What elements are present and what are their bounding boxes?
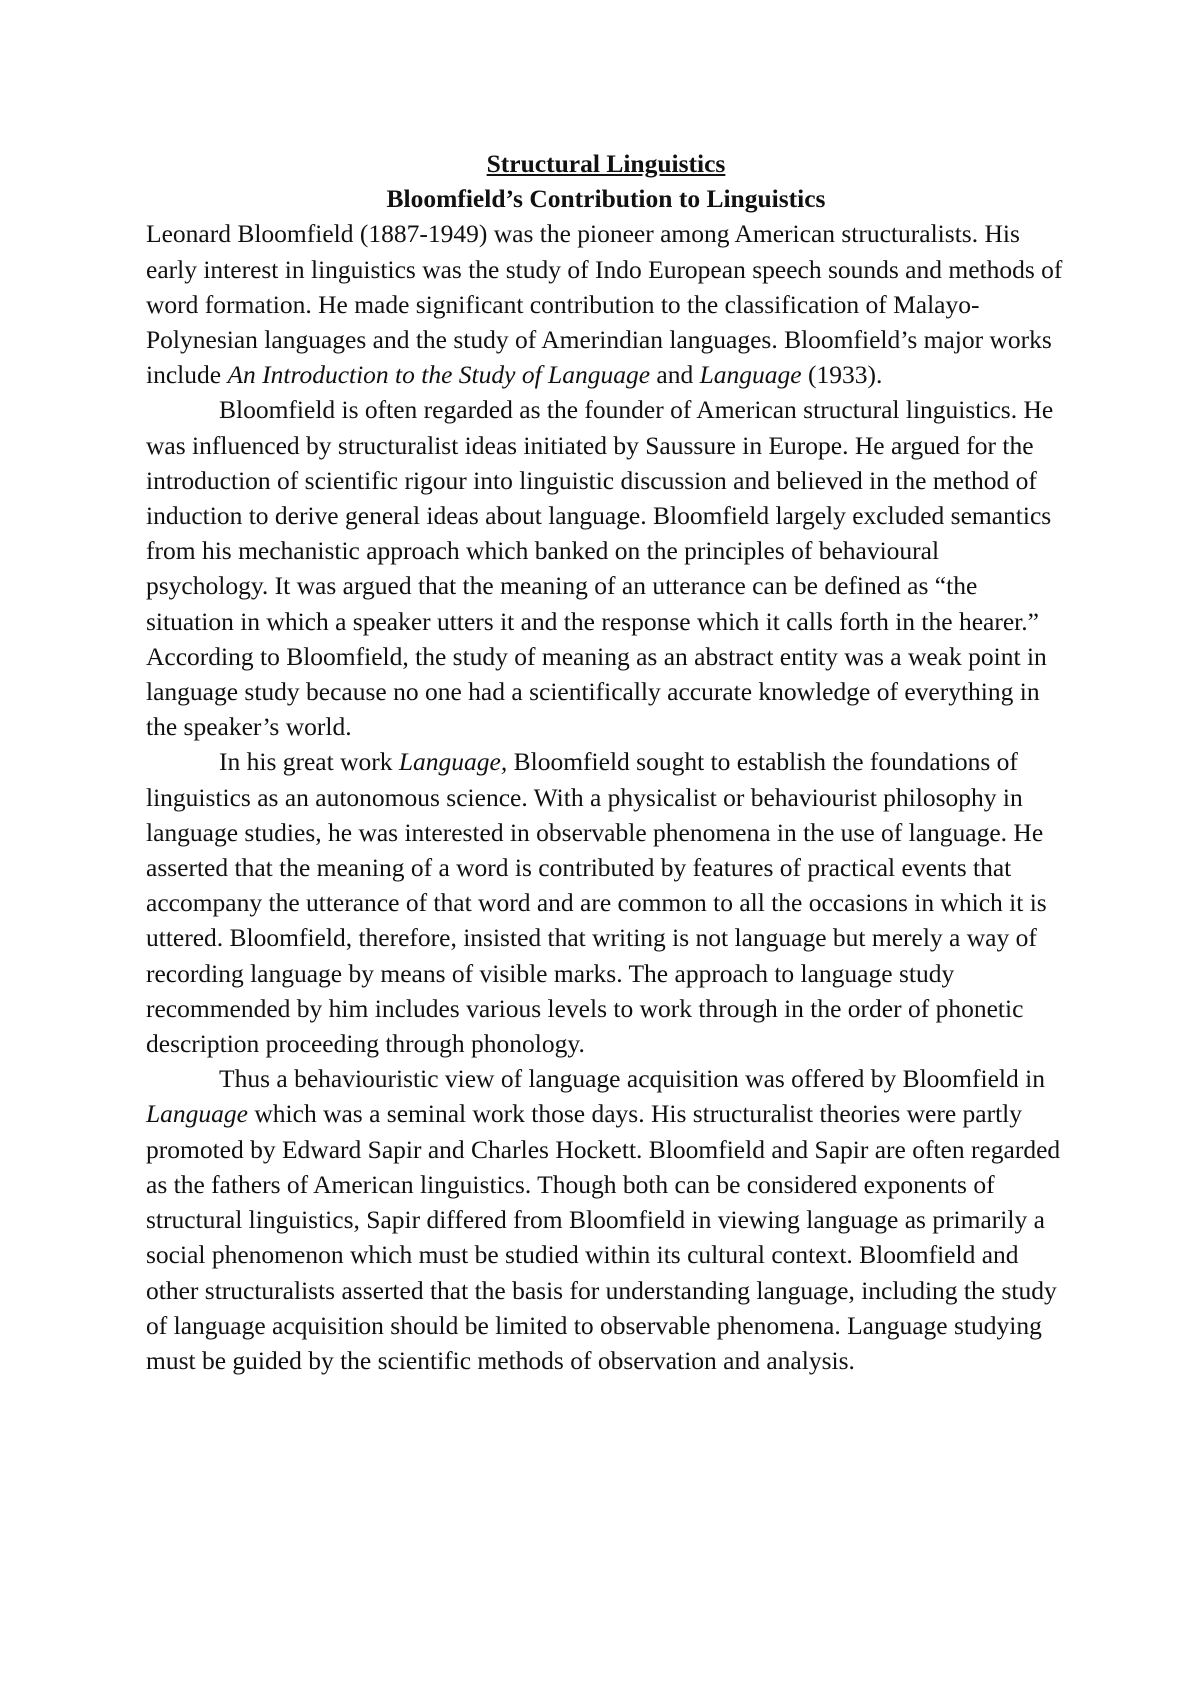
work-title-language: Language (146, 1099, 248, 1129)
paragraph-4 (146, 1061, 1066, 1378)
document-subtitle: Bloomfield’s Contribution to Linguistics (386, 184, 826, 214)
paragraph-1-text-b: and (650, 360, 700, 390)
document-title: Structural Linguistics (486, 149, 726, 178)
paragraph-2: Bloomfield is often regarded as the founder of American structural linguistics. He was influenced by structuralist ideas initiated by Saussure in Europe. He argued for the introduction of scientific rigour into linguistic discussion and believed in the method of induction to derive general ideas about language. Bloomfield largely excluded semantics from his mechanistic approach which banked on the principles of behavioural psychology. It was argued that the meaning of an utterance can be defined as “the situation in which a speaker utters it and the response which it calls forth in the hearer.” According to Bloomfield, the study of meaning as an abstract entity was a weak point in language study because no one had a scientifically accurate knowledge of everything in the speaker’s world. (146, 395, 1054, 742)
paragraph-3 (146, 744, 1066, 1061)
paragraph-4-text-b: which was a seminal work those days. His structuralist theories were partly promoted by Edward Sapir and Charles Hockett. Bloomfield and Sapir are often regarded as the fathers of American linguistics. Though both can be considered exponents of structural linguistics, Sapir differed from Bloomfield in viewing language as primarily a social phenomenon which must be studied within its cultural context. Bloomfield and other structuralists asserted that the basis for understanding language, including the study of language acquisition should be limited to observable phenomena. Language studying must be guided by the scientific methods of observation and analysis. (146, 1099, 1061, 1375)
paragraph-4-text-a: Thus a behaviouristic view of language acquisition was offered by Bloomfield in (219, 1064, 1045, 1094)
paragraph-3-text-a: In his great work (219, 747, 399, 777)
document-body (146, 146, 1066, 1378)
work-title-introduction: An Introduction to the Study of Language (227, 360, 651, 390)
paragraph-3-text-b: Bloomfield sought to establish the foundations of linguistics as an autonomous science. With a physicalist or behaviourist philosophy in language studies, he was interested in observable phenomena in the use of language. He asserted that the meaning of a word is contributed by features of practical events that accompany the utterance of that word and are common to all the occasions in which it is uttered. Bloomfield, therefore, insisted that writing is not language but merely a way of recording language by means of visible marks. The approach to language study recommended by him includes various levels to work through in the order of phonetic description proceeding through phonology. (146, 747, 1047, 1059)
paragraph-1-text-c: (1933). (801, 360, 883, 390)
work-title-language: Language (699, 360, 802, 390)
paragraph-1 (146, 216, 1066, 392)
work-title-language: Language, (398, 747, 508, 777)
paragraph-1-text-a: Leonard Bloomfield (1887-1949) was the pioneer among American structuralists. His early interest in linguistics was the study of Indo European speech sounds and methods of word formation. He made significant contribution to the classification of Malayo-Polynesian languages and the study of Amerindian languages. Bloomfield’s major works include (146, 219, 1063, 390)
